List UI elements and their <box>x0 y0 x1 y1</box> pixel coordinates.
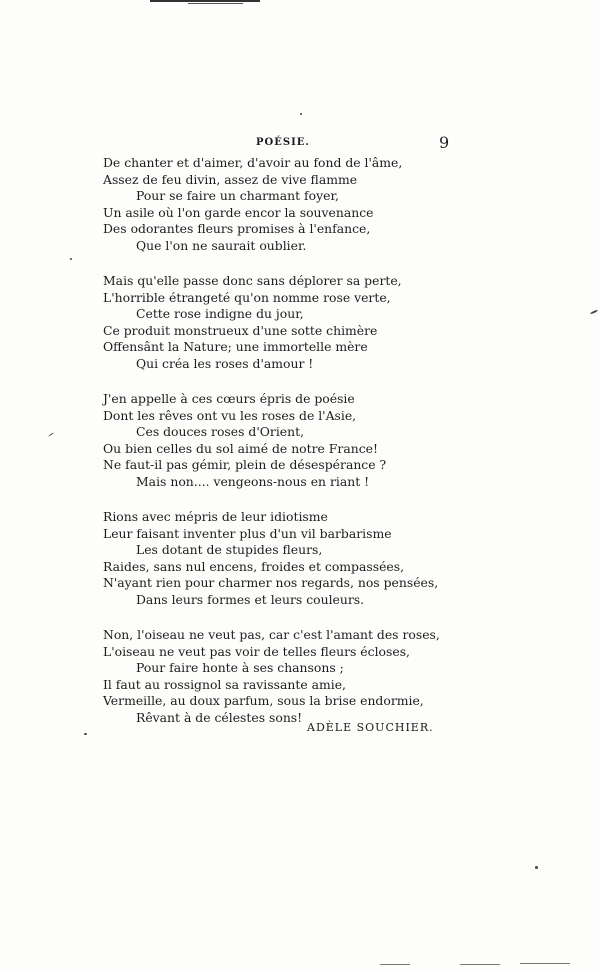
scan-speck <box>535 866 538 869</box>
scan-speck <box>300 113 302 115</box>
verse-line: Qui créa les roses d'amour ! <box>136 355 314 371</box>
verse-line: Que l'on ne saurait oublier. <box>136 237 307 253</box>
verse-line: N'ayant rien pour charmer nos regards, nos pensées, <box>103 575 439 590</box>
verse-line: Raides, sans nul encens, froides et compassées, <box>103 558 405 574</box>
scan-edge-mark <box>520 963 570 964</box>
verse-line: Mais non.... vengeons-nous en riant ! <box>136 473 370 489</box>
stanza <box>103 273 433 372</box>
verse-line: L'horrible étrangeté qu'on nomme rose verte, <box>103 289 391 305</box>
scan-speck <box>48 432 53 436</box>
scan-speck <box>70 258 72 260</box>
scan-edge-mark <box>460 964 500 965</box>
verse-line: Ne faut-il pas gémir, plein de désespérance ? <box>103 457 387 472</box>
verse-line: Pour faire honte à ses chansons ; <box>136 660 344 675</box>
author-signature: ADÈLE SOUCHIER. <box>307 721 434 734</box>
stanza <box>103 509 439 608</box>
verse-line: Rions avec mépris de leur idiotisme <box>103 509 328 524</box>
verse-line: Pour se faire un charmant foyer, <box>136 188 339 203</box>
verse-line: Non, l'oiseau ne veut pas, car c'est l'amant des roses, <box>103 627 440 642</box>
top-edge-mark-secondary <box>188 3 243 4</box>
verse-line: Un asile où l'on garde encor la souvenance <box>103 204 374 220</box>
top-edge-mark <box>150 0 260 2</box>
scan-edge-mark <box>380 964 410 965</box>
verse-line: Cette rose indigne du jour, <box>136 306 304 321</box>
verse-line: L'oiseau ne veut pas voir de telles fleurs écloses, <box>103 643 410 659</box>
verse-line: Ou bien celles du sol aimé de notre France! <box>103 440 378 456</box>
verse-line: Leur faisant inventer plus d'un vil barbarisme <box>103 525 392 541</box>
verse-line: Rêvant à de célestes sons! <box>136 709 303 725</box>
verse-line: Des odorantes fleurs promises à l'enfance, <box>103 221 371 236</box>
stanza <box>103 627 440 726</box>
verse-line: Offensânt la Nature; une immortelle mère <box>103 339 368 354</box>
stanza <box>103 391 433 490</box>
verse-line: Les dotant de stupides fleurs, <box>136 542 323 557</box>
scan-speck <box>84 733 87 735</box>
verse-line: De chanter et d'aimer, d'avoir au fond de l'âme, <box>103 155 403 170</box>
verse-line: Dont les rêves ont vu les roses de l'Asie, <box>103 407 357 423</box>
stanza <box>103 155 433 254</box>
verse-line: Mais qu'elle passe donc sans déplorer sa perte, <box>103 273 402 288</box>
page-header <box>0 133 600 153</box>
verse-line: J'en appelle à ces cœurs épris de poésie <box>103 391 355 406</box>
scan-speck <box>590 309 598 314</box>
page-number: 9 <box>439 133 450 152</box>
verse-line: Assez de feu divin, assez de vive flamme <box>103 171 358 187</box>
verse-line: Ce produit monstrueux d'une sotte chimère <box>103 322 378 338</box>
running-title: POÉSIE. <box>256 137 310 148</box>
poem-body <box>103 155 440 745</box>
verse-line: Dans leurs formes et leurs couleurs. <box>136 591 365 607</box>
verse-line: Il faut au rossignol sa ravissante amie, <box>103 676 346 692</box>
verse-line: Vermeille, au doux parfum, sous la brise endormie, <box>103 693 424 708</box>
verse-line: Ces douces roses d'Orient, <box>136 424 305 439</box>
